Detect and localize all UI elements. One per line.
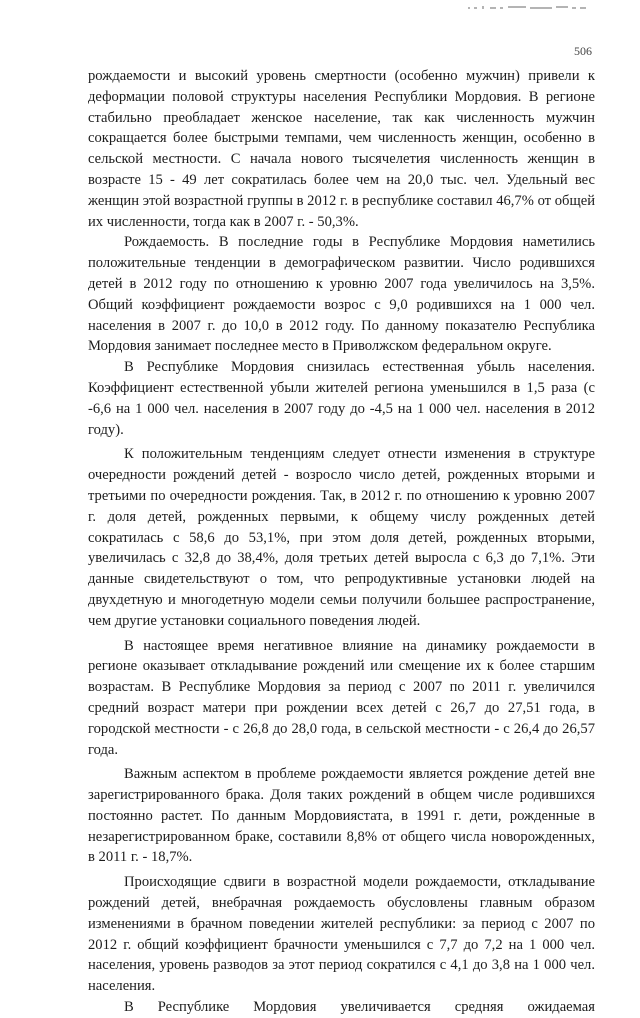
paragraph-3: В Республике Мордовия снизилась естественная убыль населения. Коэффициент естественной убыли жителей региона уменьшился в 1,5 раза (с -6,6 на 1 000 чел. населения в 2007 году до -4,5 на 1 000 чел. населения в 2012 году). (88, 359, 595, 438)
body-text (88, 66, 595, 1018)
paragraph-1: рождаемости и высокий уровень смертности (особенно мужчин) привели к деформации половой структуры населения Республики Мордовия. В регионе стабильно преобладает женское население, так как численность мужчин сокращается более быстрыми темпами, чем численность женщин, особенно в сельской местности. С начала нового тысячелетия численность женщин в возрасте 15 - 49 лет сократилась более чем на 20,0 тыс. чел. Удельный вес женщин этой возрастной группы в 2012 г. в республике составил 46,7% от общей их численности, тогда как в 2007 г. - 50,3%. (88, 68, 595, 230)
scan-artifact-mark (468, 4, 588, 12)
paragraph-6: Важным аспектом в проблеме рождаемости является рождение детей вне зарегистрированного брака. Доля таких рождений в общем числе родившихся постоянно растет. По данным Мордовиястата, в 1991 г. дети, рожденные в незарегистрированном браке, составили 8,8% от общего числа новорожденных, в 2011 г. - 18,7%. (88, 766, 595, 866)
page-number: 506 (574, 44, 592, 58)
paragraph-2: Рождаемость. В последние годы в Республике Мордовия наметились положительные тенденции в демографическом развитии. Число родившихся детей в 2012 году по отношению к уровню 2007 года увеличилось на 3,5%. Общий коэффициент рождаемости возрос с 9,0 родившихся на 1 000 чел. населения в 2007 г. до 10,0 в 2012 году. По данному показателю Республика Мордовия занимает последнее место в Приволжском федеральном округе. (88, 234, 595, 355)
paragraph-5: В настоящее время негативное влияние на динамику рождаемости в регионе оказывает откладывание рождений или смещение их к более старшим возрастам. В Республике Мордовия за период с 2007 по 2011 г. увеличился средний возраст матери при рождении всех детей с 26,7 до 27,51 года, в городской местности - с 26,8 до 28,0 года, в сельской местности - с 26,4 до 26,57 года. (88, 637, 595, 758)
paragraph-7: Происходящие сдвиги в возрастной модели рождаемости, откладывание рождений детей, внебрачная рождаемость обусловлены главным образом изменениями в брачном поведении жителей республики: за период с 2007 по 2012 г. общий коэффициент брачности уменьшился с 7,7 до 7,2 на 1 000 чел. населения, уровень разводов за этот период сократился с 4,1 до 3,8 на 1 000 чел. населения. (88, 874, 595, 995)
paragraph-8: В Республике Мордовия увеличивается средняя ожидаемая (124, 999, 595, 1016)
paragraph-4: К положительным тенденциям следует отнести изменения в структуре очередности рождений детей - возросло число детей, рожденных вторыми и третьими по очередности рождения. Так, в 2012 г. по отношению к уровню 2007 г. доля детей, рожденных первыми, к общему числу рожденных детей сократилась с 58,6 до 53,1%, при этом доля детей, рожденных вторыми, увеличилась с 32,8 до 38,4%, доля третьих детей выросла с 6,3 до 7,1%. Эти данные свидетельствуют о том, что репродуктивные установки людей на двухдетную и многодетную модели семьи получили большее распространение, чем другие установки социального поведения людей. (88, 446, 595, 629)
